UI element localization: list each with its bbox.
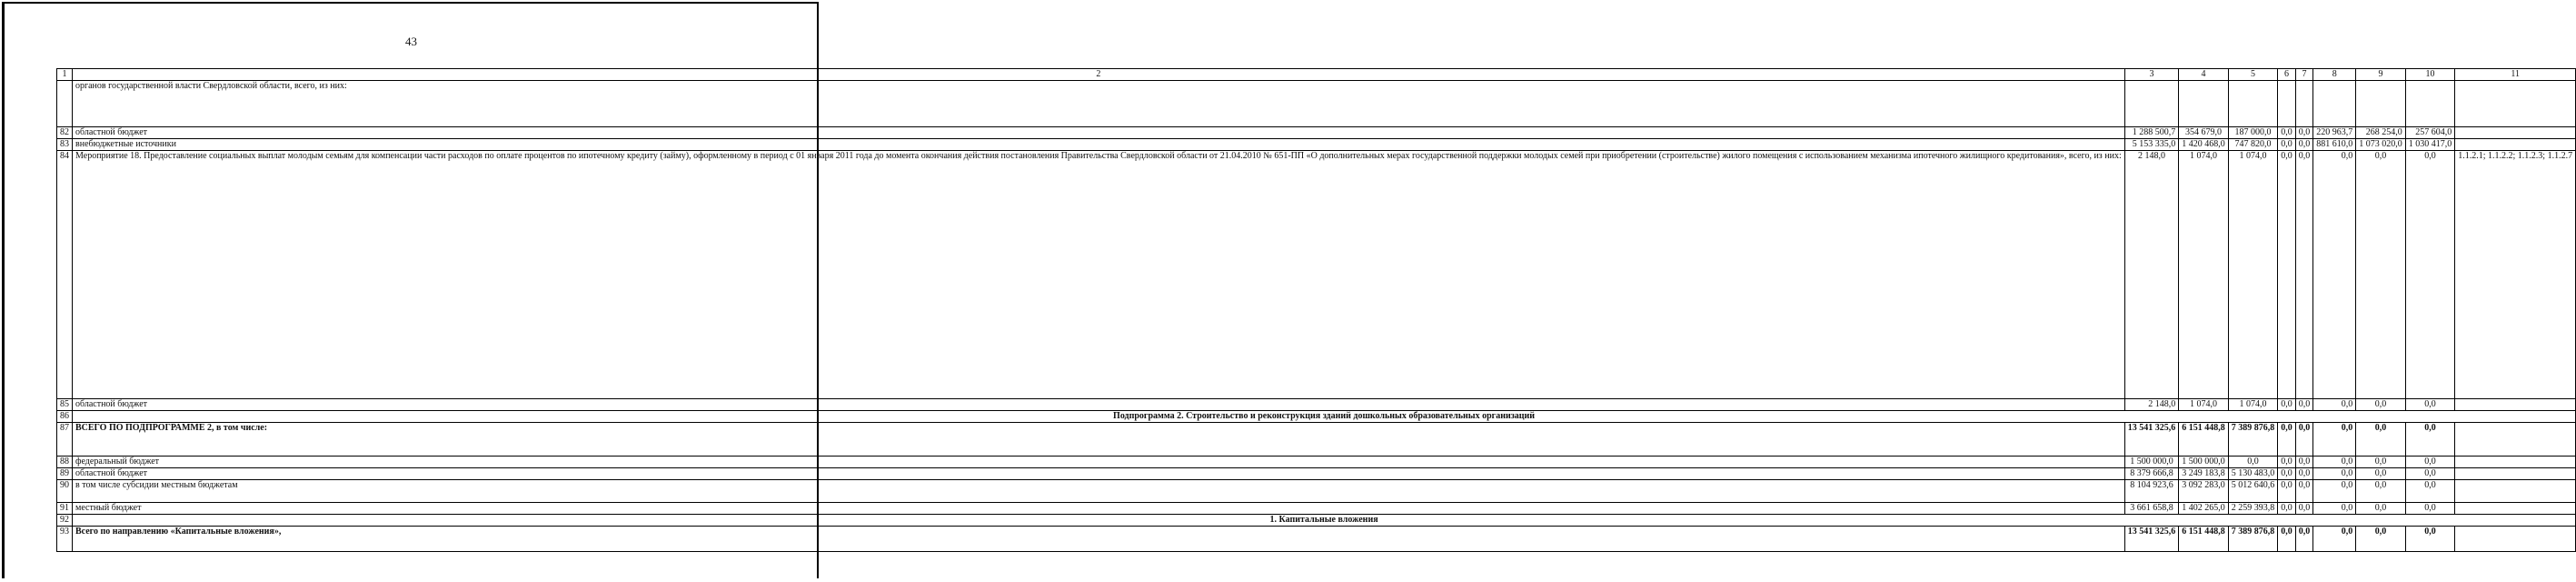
value-cell: 0,0 [2278,468,2296,480]
value-cell: 8 379 666,8 [2124,468,2179,480]
header-cell: 7 [2295,69,2313,81]
value-cell: 354 679,0 [2179,127,2229,139]
value-cell: 747 820,0 [2228,139,2278,151]
value-cell: 0,0 [2295,139,2313,151]
value-cell: 0,0 [2278,151,2296,399]
value-cell: 5 153 335,0 [2124,139,2179,151]
row-number: 82 [57,127,73,139]
header-cell: 1 [57,69,73,81]
value-cell: 257 604,0 [2405,127,2455,139]
header-cell: 6 [2278,69,2296,81]
table-row [57,411,2576,423]
subprogram-heading: Подпрограмма 2. Строительство и реконструкция зданий дошкольных образовательных организаций [73,411,2576,423]
table-row [57,515,2576,527]
value-cell: 2 148,0 [2124,151,2179,399]
value-cell: 0,0 [2278,503,2296,515]
value-cell: 0,0 [2278,527,2296,552]
value-cell: 0,0 [2356,457,2406,468]
table-header-row [57,69,2576,81]
value-cell: 0,0 [2356,527,2406,552]
value-cell: 0,0 [2278,139,2296,151]
value-cell: 0,0 [2295,480,2313,503]
value-cell: 0,0 [2356,468,2406,480]
value-cell: 0,0 [2313,503,2356,515]
row-name: местный бюджет [73,503,2125,515]
value-cell: 3 661 658,8 [2124,503,2179,515]
value-cell: 0,0 [2278,480,2296,503]
header-cell: 11 [2455,69,2576,81]
table-row [57,480,2576,503]
row-name: органов государственной власти Свердловской области, всего, из них: [73,81,2125,127]
value-cell: 1 074,0 [2228,399,2278,411]
value-cell: 220 963,7 [2313,127,2356,139]
value-cell: 1 500 000,0 [2124,457,2179,468]
value-cell: 0,0 [2295,399,2313,411]
value-cell: 0,0 [2278,423,2296,457]
table-row [57,457,2576,468]
table-row [57,139,2576,151]
value-cell: 2 259 393,8 [2228,503,2278,515]
value-cell: 3 249 183,8 [2179,468,2229,480]
row-name: Всего по направлению «Капитальные вложения», [73,527,2125,552]
table-row [57,468,2576,480]
value-cell: 6 151 448,8 [2179,423,2229,457]
header-cell: 2 [73,69,2125,81]
row-name: Мероприятие 18. Предоставление социальных выплат молодым семьям для компенсации части расходов по оплате процентов по ипотечному кредиту (займу), оформленному в период с 01 января 2011 года до момента окончания действия постановления Правительства Свердловской области от 21.04.2010 № 651-ПП «О дополнительных мерах государственной поддержки молодых семей при приобретении (строительстве) жилого помещения с использованием механизма ипотечного жилищного кредитования», всего, из них: [73,151,2125,399]
row-number: 91 [57,503,73,515]
table-row [57,81,2576,127]
value-cell: 0,0 [2405,527,2455,552]
value-cell: 2 148,0 [2124,399,2179,411]
value-cell: 0,0 [2356,423,2406,457]
value-cell: 0,0 [2356,151,2406,399]
row-name: ВСЕГО ПО ПОДПРОГРАММЕ 2, в том числе: [73,423,2125,457]
row-name: внебюджетные источники [73,139,2125,151]
row-number: 85 [57,399,73,411]
target-codes: 1.1.2.1; 1.1.2.2; 1.1.2.3; 1.1.2.7 [2455,151,2576,399]
value-cell: 5 012 640,6 [2228,480,2278,503]
row-number: 83 [57,139,73,151]
row-number: 93 [57,527,73,552]
value-cell: 0,0 [2313,480,2356,503]
value-cell: 3 092 283,0 [2179,480,2229,503]
value-cell: 0,0 [2295,468,2313,480]
value-cell: 0,0 [2313,457,2356,468]
value-cell: 0,0 [2405,399,2455,411]
value-cell: 881 610,0 [2313,139,2356,151]
value-cell: 0,0 [2405,423,2455,457]
value-cell: 0,0 [2356,399,2406,411]
row-number: 86 [57,411,73,423]
row-number: 92 [57,515,73,527]
value-cell: 0,0 [2313,151,2356,399]
value-cell: 0,0 [2278,457,2296,468]
value-cell: 0,0 [2405,480,2455,503]
value-cell: 7 389 876,8 [2228,423,2278,457]
value-cell: 0,0 [2405,457,2455,468]
value-cell: 0,0 [2295,127,2313,139]
budget-table [56,68,2576,552]
value-cell: 0,0 [2295,527,2313,552]
value-cell: 5 130 483,0 [2228,468,2278,480]
table-row [57,127,2576,139]
value-cell: 1 030 417,0 [2405,139,2455,151]
value-cell: 0,0 [2313,423,2356,457]
row-name: в том числе субсидии местным бюджетам [73,480,2125,503]
value-cell: 1 500 000,0 [2179,457,2229,468]
value-cell: 1 074,0 [2179,151,2229,399]
value-cell: 0,0 [2405,468,2455,480]
header-cell: 4 [2179,69,2229,81]
value-cell: 0,0 [2313,468,2356,480]
header-cell: 10 [2405,69,2455,81]
value-cell: 7 389 876,8 [2228,527,2278,552]
value-cell: 1 074,0 [2228,151,2278,399]
value-cell: 1 420 468,0 [2179,139,2229,151]
table-row [57,423,2576,457]
row-number: 84 [57,151,73,399]
value-cell: 0,0 [2356,503,2406,515]
value-cell: 0,0 [2405,151,2455,399]
table-row [57,503,2576,515]
value-cell: 1 402 265,0 [2179,503,2229,515]
value-cell: 0,0 [2295,503,2313,515]
value-cell: 0,0 [2278,399,2296,411]
value-cell: 0,0 [2295,457,2313,468]
value-cell: 6 151 448,8 [2179,527,2229,552]
value-cell: 1 074,0 [2179,399,2229,411]
page-number: 43 [405,35,417,48]
value-cell: 0,0 [2278,127,2296,139]
value-cell: 1 073 020,0 [2356,139,2406,151]
value-cell: 268 254,0 [2356,127,2406,139]
table-row [57,399,2576,411]
header-cell: 5 [2228,69,2278,81]
direction-heading: 1. Капитальные вложения [73,515,2576,527]
value-cell: 187 000,0 [2228,127,2278,139]
row-number: 87 [57,423,73,457]
value-cell: 13 541 325,6 [2124,423,2179,457]
header-cell: 9 [2356,69,2406,81]
row-name: областной бюджет [73,468,2125,480]
value-cell: 0,0 [2313,399,2356,411]
value-cell: 1 288 500,7 [2124,127,2179,139]
row-name: областной бюджет [73,127,2125,139]
value-cell: 0,0 [2313,527,2356,552]
row-name: федеральный бюджет [73,457,2125,468]
row-number: 89 [57,468,73,480]
value-cell: 0,0 [2405,503,2455,515]
value-cell: 0,0 [2356,480,2406,503]
value-cell: 0,0 [2295,423,2313,457]
value-cell: 13 541 325,6 [2124,527,2179,552]
value-cell: 0,0 [2295,151,2313,399]
table-row [57,527,2576,552]
row-number: 88 [57,457,73,468]
table-row [57,151,2576,399]
value-cell: 0,0 [2228,457,2278,468]
row-number: 90 [57,480,73,503]
header-cell: 3 [2124,69,2179,81]
row-name: областной бюджет [73,399,2125,411]
header-cell: 8 [2313,69,2356,81]
value-cell: 8 104 923,6 [2124,480,2179,503]
